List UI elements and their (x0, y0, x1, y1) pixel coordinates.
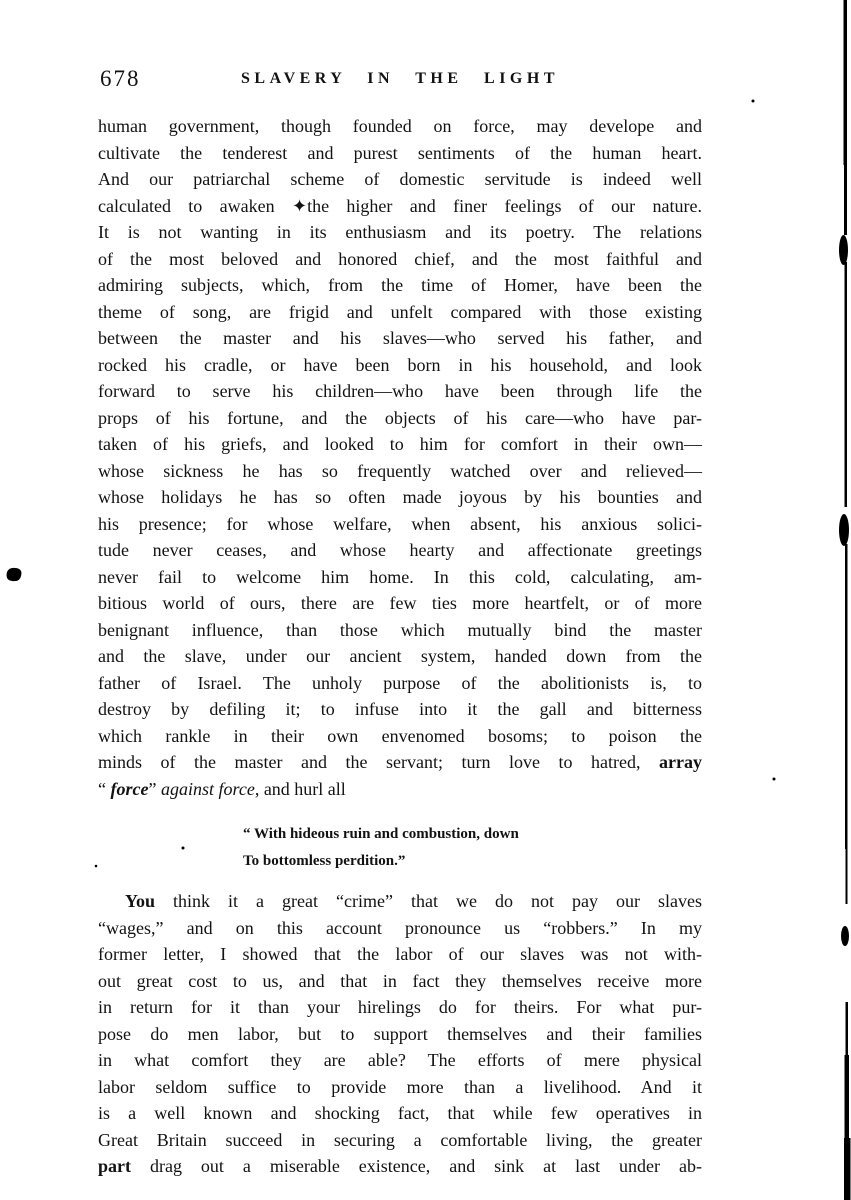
text-segment: ” (148, 778, 161, 799)
text-line (98, 431, 702, 458)
page-number: 678 (100, 66, 141, 91)
text-line (98, 564, 702, 591)
text-segment: tude never ceases, and whose hearty and affectionate greetings (98, 540, 702, 560)
text-segment: taken of his griefs, and looked to him for comfort in their own— (98, 434, 702, 454)
text-line (98, 1127, 702, 1154)
text-segment: never fail to welcome him home. In this cold, calculating, am- (98, 566, 702, 587)
text-line (98, 1100, 702, 1127)
text-line (98, 776, 702, 803)
text-line (243, 821, 519, 848)
text-segment: calculated to awaken ✦the higher and finer feelings of our nature. (98, 195, 702, 216)
text-line (98, 968, 702, 995)
text-line (98, 299, 702, 326)
text-line (98, 352, 702, 379)
text-segment: think it a great “crime” that we do not pay our slaves (155, 891, 702, 911)
text-segment: drag out a miserable existence, and sink at last under ab- (131, 1156, 702, 1176)
text-segment: “ (98, 778, 111, 799)
text-line (243, 848, 519, 875)
text-segment: human government, though founded on force, may develope and (98, 116, 702, 136)
text-segment: his presence; for whose welfare, when absent, his anxious solici- (98, 513, 702, 534)
text-line (98, 113, 702, 140)
text-line (98, 1047, 702, 1074)
text-segment: between the master and his slaves—who served his father, and (98, 328, 702, 348)
text-segment: “ With hideous ruin and combustion, down (243, 826, 519, 842)
text-segment: in what comfort they are able? The efforts of mere physical (98, 1050, 702, 1070)
text-line (98, 272, 702, 299)
text-segment: of the most beloved and honored chief, and the most faithful and (98, 248, 702, 269)
text-segment: benignant influence, than those which mutually bind the master (98, 619, 702, 640)
text-segment: cultivate the tenderest and purest sentiments of the human heart. (98, 142, 702, 163)
text-segment: which rankle in their own envenomed bosoms; to poison the (98, 725, 702, 746)
text-segment: whose holidays he has so often made joyous by his bounties and (98, 487, 702, 507)
text-line (98, 723, 702, 750)
text-segment: To bottomless perdition.” (243, 853, 406, 869)
text-line (98, 537, 702, 564)
ink-blot (7, 568, 22, 581)
text-segment: whose sickness he has so frequently watched over and relieved— (98, 460, 702, 481)
text-segment: “wages,” and on this account pronounce us “robbers.” In my (98, 917, 702, 938)
text-segment: former letter, I showed that the labor of our slaves was not with- (98, 944, 702, 964)
text-line (98, 325, 702, 352)
text-segment: forward to serve his children—who have been through life the (98, 381, 702, 401)
text-segment: is a well known and shocking fact, that while few operatives in (98, 1103, 702, 1123)
text-line (98, 590, 702, 617)
text-segment: destroy by defiling it; to infuse into it the gall and bitterness (98, 699, 702, 719)
text-segment: part (98, 1156, 131, 1176)
text-line (98, 166, 702, 193)
text-line (98, 1021, 702, 1048)
text-segment: array (659, 752, 702, 772)
text-segment: bitious world of ours, there are few ties more heartfelt, or of more (98, 593, 702, 613)
text-line (98, 219, 702, 246)
text-line (98, 1074, 702, 1101)
text-segment: against force (160, 778, 255, 799)
text-line (98, 405, 702, 432)
text-segment: rocked his cradle, or have been born in his household, and look (98, 354, 702, 375)
page-header (98, 64, 702, 98)
text-segment: labor seldom suffice to provide more than a livelihood. And it (98, 1076, 702, 1097)
verse-quote (243, 821, 519, 875)
text-segment: force (110, 778, 149, 799)
text-segment: It is not wanting in its enthusiasm and its poetry. The relations (98, 222, 702, 242)
text-line (98, 140, 702, 167)
text-segment: pose do men labor, but to support themselves and their families (98, 1023, 702, 1044)
text-line (98, 484, 702, 511)
text-line (98, 670, 702, 697)
running-head: SLAVERY IN THE LIGHT (241, 70, 559, 87)
text-segment: theme of song, are frigid and unfelt compared with those existing (98, 301, 702, 322)
text-line (98, 1153, 702, 1180)
text-segment: , and hurl all (254, 778, 346, 799)
text-segment: Great Britain succeed in securing a comfortable living, the greater (98, 1129, 702, 1150)
text-line (98, 246, 702, 273)
body-paragraph-2 (98, 888, 702, 1180)
body-paragraph-1 (98, 113, 702, 802)
text-segment: props of his fortune, and the objects of his care—who have par- (98, 407, 702, 428)
text-line (98, 458, 702, 485)
text-segment: in return for it than your hirelings do for theirs. For what pur- (98, 997, 702, 1017)
text-segment: And our patriarchal scheme of domestic servitude is indeed well (98, 169, 702, 189)
text-line (98, 696, 702, 723)
scan-edge-line (839, 0, 851, 1200)
text-line (98, 749, 702, 776)
text-line (98, 888, 702, 915)
text-line (98, 915, 702, 942)
text-segment: You (125, 891, 156, 911)
text-line (98, 643, 702, 670)
text-segment: and the slave, under our ancient system, handed down from the (98, 646, 702, 666)
text-segment: out great cost to us, and that in fact they themselves receive more (98, 970, 702, 991)
text-line (98, 994, 702, 1021)
text-segment: minds of the master and the servant; turn love to hatred, (98, 752, 660, 772)
text-line (98, 511, 702, 538)
text-line (98, 193, 702, 220)
text-segment: admiring subjects, which, from the time of Homer, have been the (98, 275, 702, 295)
text-segment: father of Israel. The unholy purpose of the abolitionists is, to (98, 672, 702, 693)
text-line (98, 617, 702, 644)
text-line (98, 378, 702, 405)
text-line (98, 941, 702, 968)
